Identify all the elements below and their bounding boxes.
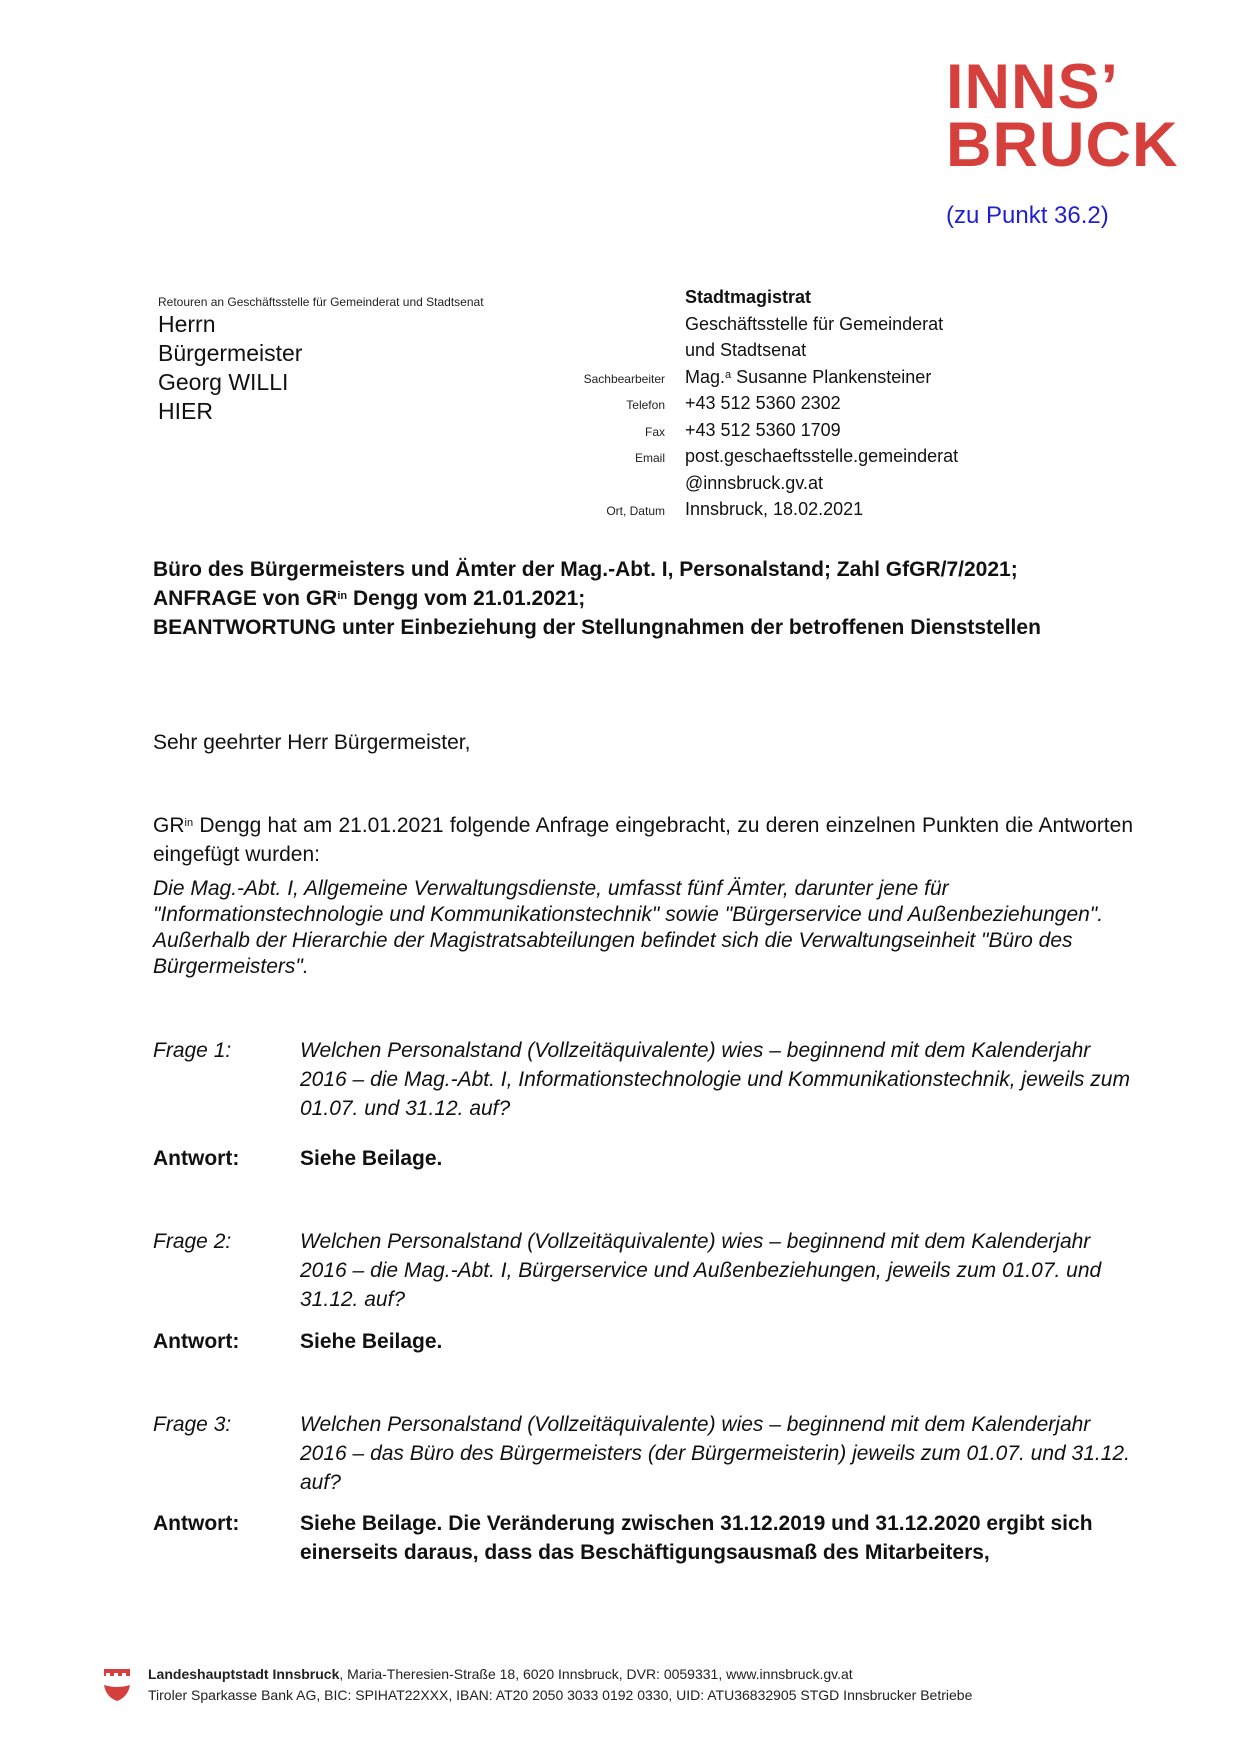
footer-org: Landeshauptstadt Innsbruck (148, 1666, 340, 1682)
question-3 (153, 1410, 1133, 1497)
answer-label: Antwort: (153, 1330, 240, 1353)
answer-label: Antwort: (153, 1512, 240, 1535)
question-label: Frage 1: (153, 1039, 232, 1062)
phone-value: +43 512 5360 2302 (685, 393, 841, 413)
recipient-line: Georg WILLI (158, 369, 289, 395)
recipient-line: Herrn (158, 311, 216, 337)
innsbruck-emblem-icon (102, 1667, 132, 1703)
answer-text: Siehe Beilage. Die Veränderung zwischen 31.12.2019 und 31.12.2020 ergibt sich einerseits daraus, dass das Beschäftigungsausmaß des Mitarbeiters, (300, 1512, 1093, 1564)
answer-3 (153, 1509, 1133, 1567)
subject-line-1: Büro des Bürgermeisters und Ämter der Mag.-Abt. I, Personalstand; Zahl GfGR/7/2021; (153, 558, 1018, 581)
email-label: Email (634, 451, 665, 465)
footer (148, 1664, 972, 1706)
question-label: Frage 2: (153, 1230, 232, 1253)
email-value-2: @innsbruck.gv.at (685, 472, 823, 493)
intro-pre: GR (153, 814, 185, 837)
question-text: Welchen Personalstand (Vollzeitäquivalente) wies – beginnend mit dem Kalenderjahr 2016 – die Mag.-Abt. I, Bürgerservice und Außenbeziehungen, jeweils zum 01.07. und 31.12. auf? (300, 1230, 1102, 1311)
logo-line-2: BRUCK (946, 110, 1179, 180)
question-2 (153, 1227, 1133, 1314)
clerk-name (685, 364, 931, 391)
email-value-1: post.geschaeftsstelle.gemeinderat (685, 446, 959, 466)
answer-2 (153, 1327, 1133, 1356)
subject-line-2-sup: in (337, 590, 348, 602)
logo-line-1: INNS’ (946, 52, 1120, 122)
question-label: Frage 3: (153, 1413, 232, 1436)
footer-address: , Maria-Theresien-Straße 18, 6020 Innsbruck, DVR: 0059331, www.innsbruck.gv.at (339, 1666, 853, 1682)
clerk-name-text: Susanne Plankensteiner (736, 366, 932, 387)
clerk-title: Mag. (685, 366, 726, 387)
intro-paragraph (153, 811, 1133, 869)
phone-label: Telefon (626, 398, 665, 412)
clerk-title-sup: a (725, 368, 732, 381)
question-1 (153, 1036, 1133, 1123)
answer-text: Siehe Beilage. (300, 1147, 443, 1170)
sender-org: Stadtmagistrat (685, 287, 812, 307)
innsbruck-logo (946, 52, 1196, 180)
recipient-address (158, 310, 302, 426)
intro-text: Dengg hat am 21.01.2021 folgende Anfrage eingebracht, zu deren einzelnen Punkten die Antworten eingefügt wurden: (153, 814, 1133, 866)
subject-line-2-pre: ANFRAGE von GR (153, 587, 338, 610)
subject-line-2 (153, 584, 1041, 613)
preamble: Die Mag.-Abt. I, Allgemeine Verwaltungsdienste, umfasst fünf Ämter, darunter jene für "Informationstechnologie und Kommunikationstechnik" sowie "Bürgerservice und Außenbeziehungen". Außerhalb der Hierarchie der Magistratsabteilungen befindet sich die Verwaltungseinheit "Büro des Bürgermeisters". (153, 877, 1104, 978)
footer-line-2: Tiroler Sparkasse Bank AG, BIC: SPIHAT22XXX, IBAN: AT20 2050 3033 0192 0330, UID: ATU36832905 STGD Innsbrucker Betriebe (148, 1687, 973, 1703)
recipient-line: HIER (158, 398, 213, 424)
return-address-note: Retouren an Geschäftsstelle für Gemeinderat und Stadtsenat (158, 295, 484, 309)
subject (153, 555, 1041, 642)
date-value: Innsbruck, 18.02.2021 (685, 499, 864, 519)
sender-info (540, 284, 958, 523)
fax-label: Fax (644, 424, 665, 439)
answer-label: Antwort: (153, 1147, 240, 1170)
agenda-reference: (zu Punkt 36.2) (946, 202, 1109, 229)
answer-1 (153, 1144, 1133, 1173)
recipient-line: Bürgermeister (158, 340, 303, 366)
subject-line-2-post: Dengg vom 21.01.2021; (352, 587, 586, 610)
fax-value: +43 512 5360 1709 (685, 419, 841, 440)
date-label: Ort, Datum (606, 504, 665, 518)
question-text: Welchen Personalstand (Vollzeitäquivalente) wies – beginnend mit dem Kalenderjahr 2016 – das Büro des Bürgermeisters (der Bürgermeisterin) jeweils zum 01.07. und 31.12. auf? (300, 1413, 1130, 1494)
footer-line-1 (148, 1664, 972, 1685)
intro-sup: in (184, 817, 194, 829)
sender-dept-1: Geschäftsstelle für Gemeinderat (685, 313, 944, 334)
clerk-label: Sachbearbeiter (583, 371, 665, 386)
answer-text: Siehe Beilage. (300, 1330, 443, 1353)
question-text: Welchen Personalstand (Vollzeitäquivalente) wies – beginnend mit dem Kalenderjahr 2016 – die Mag.-Abt. I, Informationstechnologie und Kommunikationstechnik, jeweils zum 01.07. und 31.12. auf? (300, 1039, 1130, 1120)
salutation: Sehr geehrter Herr Bürgermeister, (153, 731, 471, 754)
subject-line-3: BEANTWORTUNG unter Einbeziehung der Stellungnahmen der betroffenen Dienststellen (153, 616, 1041, 639)
sender-dept-2: und Stadtsenat (685, 340, 807, 360)
